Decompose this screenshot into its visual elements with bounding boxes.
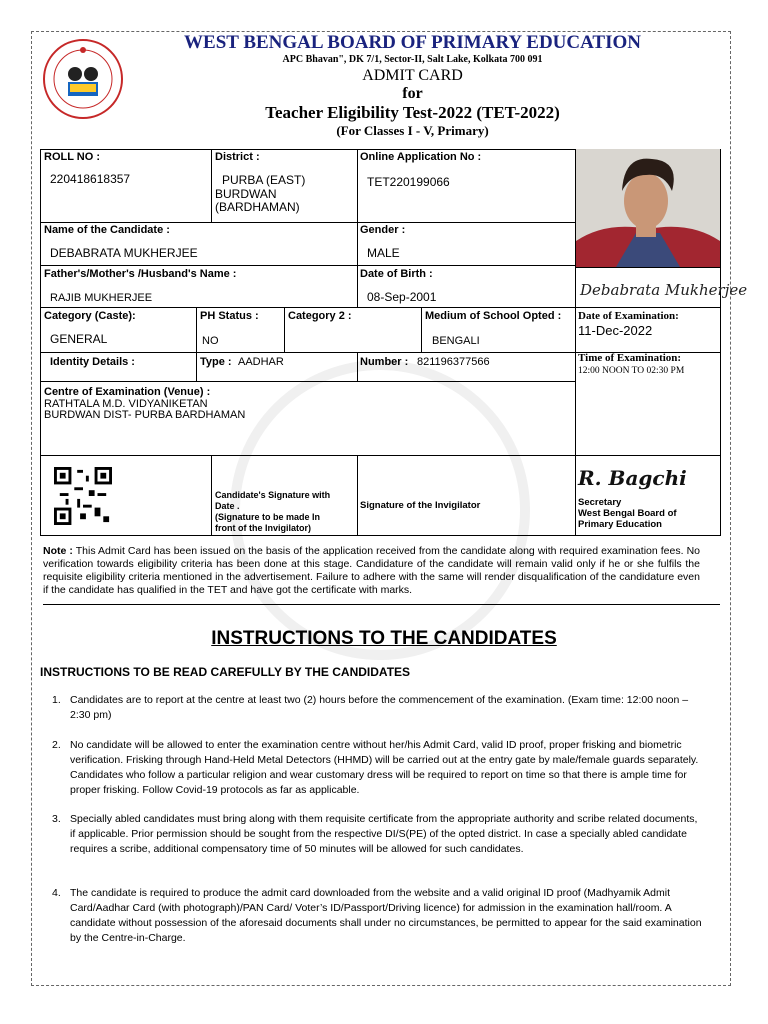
secretary-line-1: Secretary — [578, 497, 622, 508]
district-label: District : — [215, 151, 260, 163]
divider — [43, 604, 720, 605]
father-label: Father's/Mother's /Husband's Name : — [44, 268, 237, 280]
secretary-signature-text: R. Bagchi — [578, 466, 687, 490]
roll-label: ROLL NO : — [44, 151, 101, 163]
instruction-text: Candidates are to report at the centre at least two (2) hours before the commencement of the examination. (Exam time: 12:00 noon – 2:30 pm) — [70, 694, 689, 721]
secretary-line-3: Primary Education — [578, 519, 662, 530]
dob-value: 08-Sep-2001 — [367, 290, 437, 304]
qr-code — [53, 467, 113, 525]
instruction-item — [52, 738, 702, 798]
cand-sig-line-3: (Signature to be made In — [215, 512, 321, 522]
toe-value: 12:00 NOON TO 02:30 PM — [578, 366, 685, 376]
secretary-label — [578, 497, 677, 530]
appno-value: TET220199066 — [367, 175, 450, 189]
ph-value: NO — [202, 335, 219, 347]
gender-value: MALE — [367, 246, 400, 260]
doe-label: Date of Examination: — [578, 310, 679, 322]
board-logo — [42, 38, 124, 120]
doe-value: 11-Dec-2022 — [578, 323, 653, 338]
instruction-text: Specially abled candidates must bring along with them requisite certificate from the appropriate authority and scribe related documents, if applicable. Prior permission should be sought from the respective DI/S(PE) of the opted district. In case a specially abled candidate requires a scribe, additional compensatory time of 50 minutes will be allowed for such candidates. — [70, 813, 698, 855]
caste-value: GENERAL — [50, 332, 108, 346]
cand-sig-line-1: Candidate's Signature with — [215, 490, 331, 500]
instruction-text: No candidate will be allowed to enter the examination centre without her/his Admit Card, valid ID proof, proper frisking and biometric verification. Frisking through Hand-Held Metal Detectors (HHMD) will be carried out at the entry gate by male/female guards separately. Candidates who follow a particular religion and wear customary dress will be required to report on time so that there is ample time for proper frisking. Follow Covid-19 protocols as far as applicable. — [70, 739, 699, 796]
candidate-signature-image — [576, 267, 748, 307]
cand-sig-line-2: Date . — [215, 501, 240, 511]
identity-label: Identity Details : — [50, 356, 135, 368]
type-label: Type : — [200, 356, 232, 368]
test-title: Teacher Eligibility Test-2022 (TET-2022) — [265, 103, 560, 122]
cat2-label: Category 2 : — [288, 310, 352, 322]
instruction-number: 2. — [52, 739, 61, 751]
candidate-sign-label — [215, 490, 330, 534]
roll-value: 220418618357 — [50, 172, 131, 186]
invigilator-label: Signature of the Invigilator — [360, 500, 481, 511]
board-title: WEST BENGAL BOARD OF PRIMARY EDUCATION — [184, 32, 641, 53]
cand-sig-line-4: front of the Invigilator) — [215, 523, 311, 533]
district-value-1: PURBA (EAST) — [222, 173, 306, 187]
appno-label: Online Application No : — [360, 151, 482, 163]
instruction-item — [52, 886, 702, 946]
toe-label: Time of Examination: — [578, 352, 682, 364]
district-value-3: (BARDHAMAN) — [215, 200, 300, 214]
candidate-photo — [576, 149, 720, 267]
father-value: RAJIB MUKHERJEE — [50, 292, 153, 304]
number-label: Number : — [360, 356, 409, 368]
for-label: for — [402, 85, 423, 102]
secretary-line-2: West Bengal Board of — [578, 508, 677, 519]
instruction-text: The candidate is required to produce the admit card downloaded from the website and a valid original ID proof (Madhyamik Admit Card/Aadhar Card (with photograph)/PAN Card/ Voter’s ID/Passport/Driving licence) for admission in the examination hall/room. A candidate without possession of the aforesaid documents shall under no circumstances, be permitted to appear for the said examination by the Centre-in-Charge. — [70, 887, 702, 944]
instruction-item — [52, 693, 702, 723]
centre-value-1: RATHTALA M.D. VIDYANIKETAN — [44, 398, 208, 410]
instructions-title: INSTRUCTIONS TO THE CANDIDATES — [211, 628, 557, 649]
instruction-number: 3. — [52, 813, 61, 825]
dob-label: Date of Birth : — [360, 268, 433, 280]
district-value-2: BURDWAN — [215, 187, 277, 201]
caste-label: Category (Caste): — [44, 310, 136, 322]
classes-label: (For Classes I - V, Primary) — [336, 123, 489, 138]
note-paragraph — [43, 545, 700, 597]
type-value: AADHAR — [238, 356, 284, 368]
gender-label: Gender : — [360, 224, 406, 236]
ph-label: PH Status : — [200, 310, 259, 322]
instruction-item — [52, 812, 702, 857]
candidate-signature-text: Debabrata Mukherjee — [580, 281, 748, 299]
centre-value-2: BURDWAN DIST- PURBA BARDHAMAN — [44, 409, 246, 421]
board-address: APC Bhavan", DK 7/1, Sector-II, Salt Lake, Kolkata 700 091 — [282, 54, 543, 65]
centre-label: Centre of Examination (Venue) : — [44, 386, 211, 398]
note-label: Note : — [43, 545, 73, 557]
number-value: 821196377566 — [417, 356, 490, 368]
instruction-number: 1. — [52, 694, 61, 706]
instructions-subtitle: INSTRUCTIONS TO BE READ CAREFULLY BY THE CANDIDATES — [40, 665, 411, 679]
name-value: DEBABRATA MUKHERJEE — [50, 246, 198, 260]
invigilator-cell — [357, 455, 576, 536]
medium-value: BENGALI — [432, 335, 480, 347]
instruction-number: 4. — [52, 887, 61, 899]
medium-label: Medium of School Opted : — [425, 310, 562, 322]
note-text: This Admit Card has been issued on the basis of the application received from the candidate along with required examination fees. No verification towards eligibility criteria has been done at this stage. Candidature of the candidate will remain valid only if he or she fulfils the requisite eligibility criteria mentioned in the advertisement. Failure to adhere with the same will render disqualification of the candidature even if the candidate has qualified in the TET and have got the certificate with marks. — [43, 545, 700, 596]
admit-card-title: ADMIT CARD — [362, 67, 463, 84]
name-label: Name of the Candidate : — [44, 224, 170, 236]
secretary-signature — [576, 457, 696, 495]
